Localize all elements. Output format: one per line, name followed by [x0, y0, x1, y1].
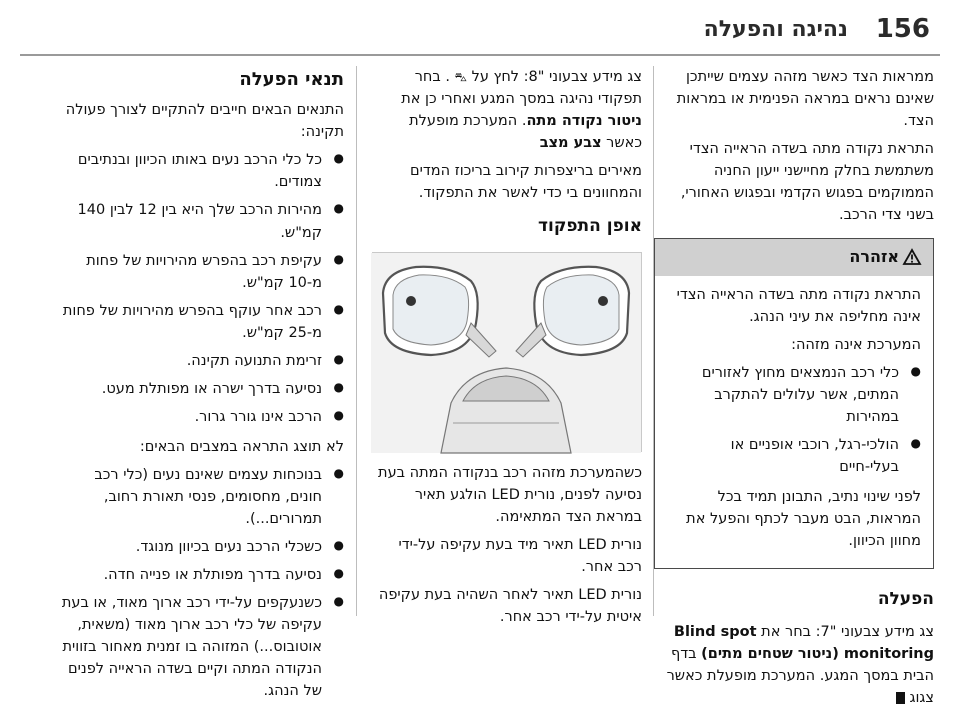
sensors-paragraph: התראת נקודה מתה בשדה הראייה הצדי משתמשת בחלק מחיישני ייעון החניה הממוקמים בפגוש הקדמי ובפגוש האחורי, בשני צדי הרכב. [680, 141, 934, 224]
info-paragraph [372, 66, 642, 154]
conditions-list [54, 149, 344, 427]
chapter-title: נהיגה והפעלה [703, 17, 848, 42]
warning-paragraph: התראת נקודה מתה בשדה הראייה הצדי אינה מחליפה את עיני הנהג. [676, 286, 921, 325]
activation-paragraph [654, 621, 934, 709]
list-item: ● הרכב אינו גורר גרור. [54, 406, 344, 428]
middle-column [372, 66, 642, 634]
section-title-operation: אופן התפקוד [538, 216, 642, 237]
list-item: ● מהירות הרכב שלך היא בין 12 לבין 140 קמ"ש. [54, 199, 344, 243]
list-item: ● רכב אחר עוקף בהפרש מהירויות של פחות מ-25 קמ"ש. [54, 300, 344, 344]
warning-body [655, 276, 933, 568]
no-alert-title: לא תוצג התראה במצבים הבאים: [139, 438, 344, 455]
operation-paragraph: נורית LED תאיר לאחר השהיה בעת עקיפה איטית על-ידי רכב אחר. [378, 587, 642, 626]
list-item: ● כשכלי הרכב נעים בכיוון מנוגד. [54, 536, 344, 558]
activation-text: צג מידע צבעוני "7: בחר את [761, 623, 934, 640]
left-column [54, 66, 344, 710]
info-text: מאירים בריצפרות קירוב בריכוז המדים [410, 163, 642, 180]
figure-caption: כשהמערכת מזהה רכב בנקודה המתה בעת נסיעה לפנים, נורית LED הולגע תאיר במראת הצד המתאימה. [378, 465, 642, 526]
list-item: ● נסיעה בדרך מפותלת או פנייה חדה. [54, 564, 344, 586]
mirror-illustration [372, 252, 642, 452]
warning-triangle-icon [903, 249, 921, 265]
list-item: ● עקיפת רכב בהפרש מהירויות של פחות מ-10 קמ"ש. [54, 250, 344, 294]
section-title-activation: הפעלה [877, 588, 934, 609]
info-text: והמחוונים בי כדי לאשר את התפקוד. [418, 185, 642, 202]
page-header [0, 14, 960, 54]
list-item: ● כשנעקפים על-ידי רכב ארוך מאוד, או בעת עקיפה של כלי רכב ארוך מאוד (משאית, אוטובוס...) המזוהה בו זמנית מאחור בזווית הנקודה המתה וקיים בשדה הראייה לפנים של הנהג. [54, 592, 344, 702]
activation-menu-name: Blind spot monitoring (ניטור שטחים מתים) [673, 623, 934, 662]
list-item: ● כלי רכב הנמצאים מחוץ לאזורים המתים, אשר עלולים להתקרב במהירות [667, 362, 921, 428]
list-item: ● בנוכחות עצמים שאינם נעים (כלי רכב חונים, מחסומים, פנסי תאורת רחוב, תמרורים...). [54, 464, 344, 530]
warning-title [655, 239, 933, 275]
warning-paragraph: לפני שינוי נתיב, התבונן תמיד בכל המראות, הבט מעבר לכתף והפעל את מחוון הכיוון. [686, 488, 921, 549]
info-text: צג מידע צבעוני "8: לחץ על [471, 69, 642, 85]
info-status: צבע מצב [539, 135, 602, 152]
no-alert-list [54, 464, 344, 702]
warning-title-text: אזהרה [849, 247, 899, 267]
info-text: . המערכת מופעלת כאשר [409, 113, 642, 152]
list-item: ● הולכי-רגל, רוכבי אופניים או בעלי-חיים [667, 434, 921, 478]
led-indicator-right [598, 296, 608, 306]
car-icon: ⛍ [454, 69, 467, 84]
mirror-illustration-svg [371, 253, 641, 453]
led-paragraph [372, 160, 642, 204]
column-divider [356, 66, 357, 616]
right-column [654, 66, 934, 715]
list-item: ● זרימת התנועה תקינה. [54, 350, 344, 372]
info-menu-name: ניטור נקודה מתה [526, 113, 642, 130]
operation-paragraph: נורית LED תאיר מיד בעת עקיפה על-ידי רכב אחר. [398, 537, 642, 576]
led-indicator-left [406, 296, 416, 306]
page-number: 156 [875, 14, 930, 44]
section-title-conditions: תנאי הפעלה [239, 69, 344, 90]
end-mark-icon [896, 692, 905, 704]
list-item: ● נסיעה בדרך ישרה או מפותלת מעט. [54, 378, 344, 400]
conditions-intro: התנאים הבאים חייבים להתקיים לצורך פעולה תקינה: [65, 102, 344, 141]
header-rule [20, 54, 940, 56]
warning-list [667, 362, 921, 478]
activation-text: בדף הבית במסך המגע. המערכת מופעלת כאשר צגוג [666, 645, 934, 706]
intro-paragraph: ממראות הצד כאשר מזהה עצמים שייתכן שאינם נראים במראה הפנימית או במראות הצד. [676, 69, 934, 130]
info-text: . בחר תפקודי נהיגה במסך המגע ואחרי כן את [401, 69, 642, 108]
warning-paragraph: המערכת אינה מזהה: [791, 336, 921, 353]
warning-box [654, 238, 934, 569]
list-item: ● כל כלי הרכב נעים באותו הכיוון ובנתיבים צמודים. [54, 149, 344, 193]
